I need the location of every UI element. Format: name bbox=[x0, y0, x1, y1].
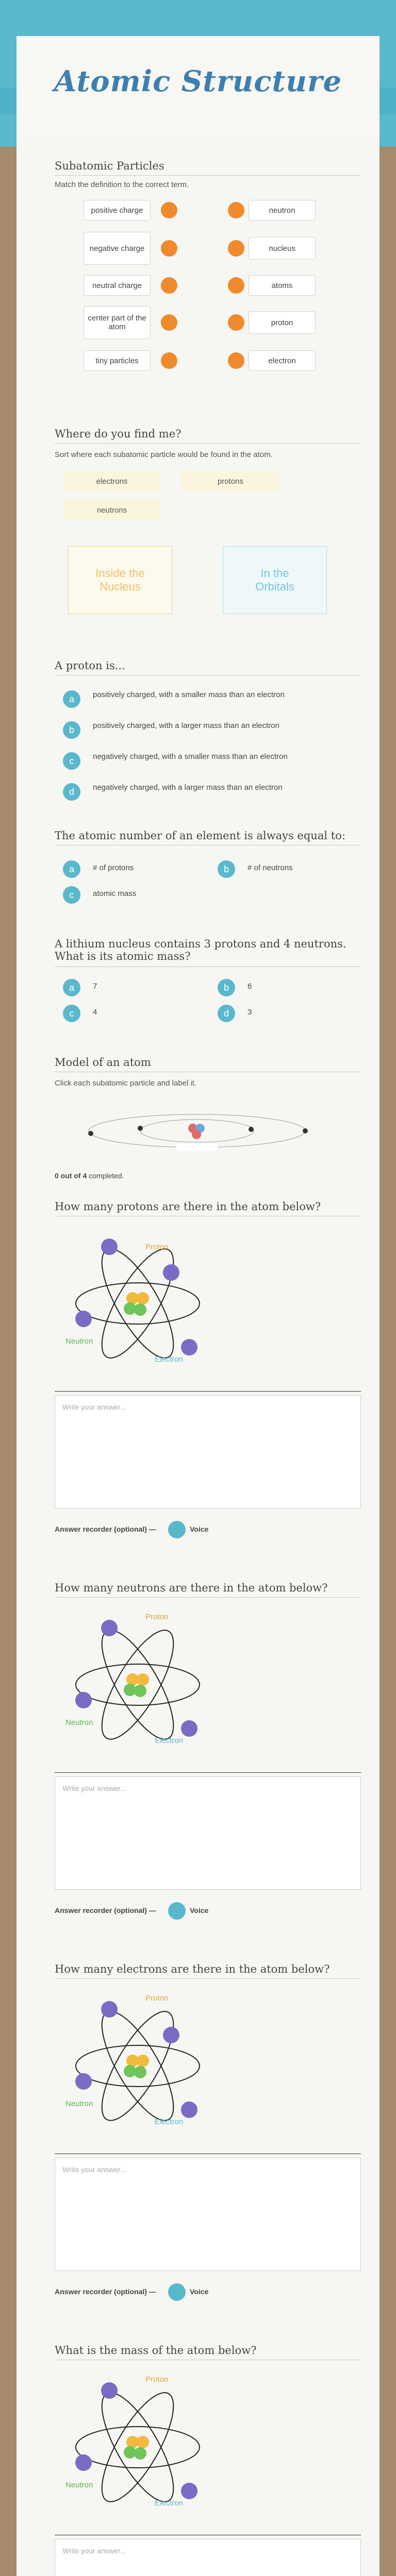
match-left-dot[interactable] bbox=[161, 277, 177, 294]
answer-box[interactable] bbox=[55, 2539, 361, 2576]
answer-recorder-label: Answer recorder (optional) — bbox=[55, 2287, 156, 2296]
answer-box[interactable] bbox=[55, 1395, 361, 1509]
section-title: Model of an atom bbox=[55, 1056, 151, 1069]
divider bbox=[55, 443, 361, 444]
match-right-1[interactable]: neutron bbox=[249, 200, 316, 221]
option-c-text[interactable]: 4 bbox=[93, 1008, 97, 1016]
question-title: What is the mass of the atom below? bbox=[55, 2344, 257, 2357]
label-proton: Proton bbox=[145, 1243, 169, 1251]
option-b-circle[interactable]: b bbox=[218, 979, 235, 996]
drop-zone-label: Inside the Nucleus bbox=[95, 567, 145, 593]
option-d-circle[interactable]: d bbox=[63, 783, 80, 801]
label-proton: Proton bbox=[145, 2375, 169, 2384]
atom-diagram bbox=[53, 1989, 223, 2138]
sort-tag-neutrons[interactable]: neutrons bbox=[63, 500, 161, 520]
match-left-5[interactable]: tiny particles bbox=[84, 350, 151, 371]
option-c-text[interactable]: negatively charged, with a smaller mass than an electron bbox=[93, 752, 288, 761]
label-neutron: Neutron bbox=[65, 1337, 93, 1346]
question-title: The atomic number of an element is always equal to: bbox=[55, 829, 345, 842]
atom-model-diagram[interactable] bbox=[78, 1097, 316, 1164]
answer-recorder-label: Answer recorder (optional) — bbox=[55, 1906, 156, 1914]
match-left-dot[interactable] bbox=[161, 240, 177, 257]
question-title: A lithium nucleus contains 3 protons and 4 neutrons. What is its atomic mass? bbox=[55, 938, 346, 962]
question-title: How many protons are there in the atom below? bbox=[55, 1200, 321, 1213]
instruction: Click each subatomic particle and label it. bbox=[55, 1079, 197, 1088]
label-electron: Electron bbox=[155, 1355, 184, 1364]
worksheet bbox=[16, 139, 380, 2576]
label-proton: Proton bbox=[145, 1613, 169, 1621]
answer-toolbar[interactable] bbox=[55, 1391, 361, 1392]
voice-record-button[interactable] bbox=[168, 1902, 186, 1920]
answer-placeholder: Write your answer... bbox=[62, 2165, 126, 2174]
match-right-dot[interactable] bbox=[228, 277, 244, 294]
voice-record-button[interactable] bbox=[168, 2283, 186, 2301]
answer-box[interactable] bbox=[55, 1776, 361, 1890]
atom-diagram bbox=[53, 2370, 223, 2519]
drop-zone-label: In the Orbitals bbox=[255, 567, 294, 593]
answer-placeholder: Write your answer... bbox=[62, 1403, 126, 1411]
option-d-circle[interactable]: d bbox=[218, 1005, 235, 1022]
match-left-1[interactable]: positive charge bbox=[84, 200, 151, 221]
option-a-text[interactable]: positively charged, with a smaller mass than an electron bbox=[93, 690, 285, 699]
progress-text bbox=[55, 1172, 124, 1180]
match-left-3[interactable]: neutral charge bbox=[84, 275, 151, 296]
option-b-text[interactable]: 6 bbox=[248, 982, 252, 991]
option-a-circle[interactable]: a bbox=[63, 860, 80, 878]
drop-zone-orbitals[interactable] bbox=[223, 546, 327, 614]
answer-box[interactable] bbox=[55, 2158, 361, 2271]
label-neutron: Neutron bbox=[65, 1718, 93, 1727]
option-c-circle[interactable]: c bbox=[63, 752, 80, 770]
match-left-2[interactable]: negative charge bbox=[84, 232, 151, 265]
answer-toolbar[interactable] bbox=[55, 1772, 361, 1773]
option-a-text[interactable]: # of protons bbox=[93, 863, 134, 872]
option-b-text[interactable]: # of neutrons bbox=[248, 863, 293, 872]
option-b-circle[interactable]: b bbox=[63, 721, 80, 739]
match-right-dot[interactable] bbox=[228, 202, 244, 218]
progress-suffix: completed. bbox=[87, 1172, 124, 1180]
question-title: A proton is... bbox=[55, 659, 125, 672]
match-right-dot[interactable] bbox=[228, 240, 244, 257]
divider bbox=[55, 1597, 361, 1598]
voice-record-button[interactable] bbox=[168, 1521, 186, 1538]
option-a-text[interactable]: 7 bbox=[93, 982, 97, 991]
match-right-dot[interactable] bbox=[228, 352, 244, 369]
option-c-circle[interactable]: c bbox=[63, 886, 80, 904]
page-title: Atomic Structure bbox=[54, 64, 342, 98]
atom-diagram bbox=[53, 1607, 223, 1757]
section-title: Subatomic Particles bbox=[55, 160, 164, 172]
option-d-text[interactable]: negatively charged, with a larger mass than an electron bbox=[93, 783, 283, 792]
option-b-text[interactable]: positively charged, with a larger mass than an electron bbox=[93, 721, 279, 730]
question-title: How many neutrons are there in the atom below? bbox=[55, 1582, 328, 1594]
match-right-dot[interactable] bbox=[228, 314, 244, 331]
divider bbox=[55, 175, 361, 176]
option-b-circle[interactable]: b bbox=[218, 860, 235, 878]
answer-recorder-label: Answer recorder (optional) — bbox=[55, 1525, 156, 1533]
answer-placeholder: Write your answer... bbox=[62, 1784, 126, 1792]
option-c-circle[interactable]: c bbox=[63, 1005, 80, 1022]
match-left-dot[interactable] bbox=[161, 314, 177, 331]
match-left-4[interactable]: center part of the atom bbox=[84, 306, 151, 339]
instruction: Match the definition to the correct term. bbox=[55, 180, 189, 189]
question-title: How many electrons are there in the atom below? bbox=[55, 1963, 330, 1975]
sort-tag-electrons[interactable]: electrons bbox=[63, 471, 161, 492]
option-a-circle[interactable]: a bbox=[63, 979, 80, 996]
label-neutron: Neutron bbox=[65, 2481, 93, 2489]
instruction: Sort where each subatomic particle would be found in the atom. bbox=[55, 450, 273, 459]
match-right-2[interactable]: nucleus bbox=[249, 237, 316, 260]
voice-label: Voice bbox=[190, 1525, 209, 1533]
answer-placeholder: Write your answer... bbox=[62, 2547, 126, 2555]
label-electron: Electron bbox=[155, 2117, 184, 2126]
divider bbox=[55, 1978, 361, 1979]
title-card bbox=[16, 36, 380, 139]
option-a-circle[interactable]: a bbox=[63, 690, 80, 708]
match-right-3[interactable]: atoms bbox=[249, 275, 316, 296]
match-left-dot[interactable] bbox=[161, 202, 177, 218]
drop-zone-nucleus[interactable] bbox=[68, 546, 172, 614]
label-electron: Electron bbox=[155, 1736, 184, 1745]
section-title: Where do you find me? bbox=[55, 428, 182, 440]
voice-label: Voice bbox=[190, 1906, 209, 1914]
match-right-4[interactable]: proton bbox=[249, 311, 316, 334]
match-left-dot[interactable] bbox=[161, 352, 177, 369]
label-proton: Proton bbox=[145, 1994, 169, 2003]
voice-label: Voice bbox=[190, 2287, 209, 2296]
atom-diagram bbox=[53, 1226, 223, 1376]
label-neutron: Neutron bbox=[65, 2099, 93, 2108]
option-c-text[interactable]: atomic mass bbox=[93, 889, 137, 898]
progress-count: 0 out of 4 bbox=[55, 1172, 87, 1180]
option-d-text[interactable]: 3 bbox=[248, 1008, 252, 1016]
sort-tag-protons[interactable]: protons bbox=[182, 471, 279, 492]
label-electron: Electron bbox=[155, 2499, 184, 2507]
match-right-5[interactable]: electron bbox=[249, 350, 316, 371]
